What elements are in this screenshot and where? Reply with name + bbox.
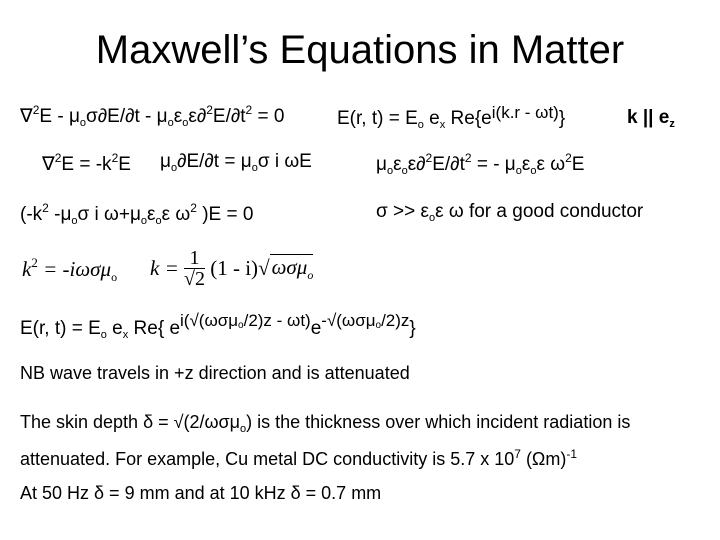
one-over-root-two: $\frac{1}{√2}$ xyxy=(184,247,205,290)
k-squared-formula: $k^2 = -i\omega\sigma\mu_o$ xyxy=(22,255,118,284)
skin-depth-paragraph: The skin depth δ = √(2/ωσμ$_o$) is the thickness over which incident radiation is attenuated. For example, Cu metal DC conductivity is 5.7 x $10^7$ $(\Omega m)^{-1}$ xyxy=(20,412,631,469)
attenuated-wave-equation: E(r, $t) = E_o$ $e_x$ Re{ ei(√(ωσμ$^o$/2)z - ωt)e-√(ωσμ$^o$/2)z} xyxy=(20,311,416,341)
laplacian-relation: $\nabla^2E = -k^2E$ xyxy=(42,151,131,175)
second-derivative-relation: $\mu_o\varepsilon_o\varepsilon\partial^2E/\partial t^2$ = - $\mu_o\varepsilon_o\varepsilon$ $\omega^2E$ xyxy=(376,151,585,177)
dispersion-equation: ($-k^2$ $-\mu_o\sigma$ i $\omega+\mu_o\varepsilon_o\varepsilon$ $\omega^2$ )E = 0 xyxy=(20,201,254,227)
good-conductor-condition: $\sigma >> \varepsilon_o\varepsilon$ ω for a good conductor xyxy=(376,201,644,224)
slide-title: Maxwell’s Equations in Matter xyxy=(95,28,625,72)
nb-note: NB wave travels in +z direction and is attenuated xyxy=(20,363,410,383)
plane-wave-equation: E(r, $t) = E_o$ $e_x$ Re{ei(k.r - ωt)} xyxy=(337,103,566,131)
skin-depth-examples: At 50 Hz δ = 9 mm and at 10 kHz δ = 0.7 mm xyxy=(20,483,382,503)
time-derivative-relation: $\mu_o\partial E/\partial t = \mu_o\sigma$ i ωE xyxy=(160,151,312,174)
k-formula: k = $\frac{1}{√2}$ (1 - i)√ωσμ$_o$ xyxy=(150,247,314,290)
sqrt-argument: ωσμ$_o$ xyxy=(271,254,314,282)
k-direction: k || $e_z$ xyxy=(627,107,675,130)
nabla-symbol: ∇ xyxy=(20,106,33,127)
wave-equation: $\nabla^2E - \mu_o\sigma\partial E/\partial t - \mu_o\varepsilon_o\varepsilon\partial^2E/\partial t^2 = 0$ xyxy=(20,103,285,129)
